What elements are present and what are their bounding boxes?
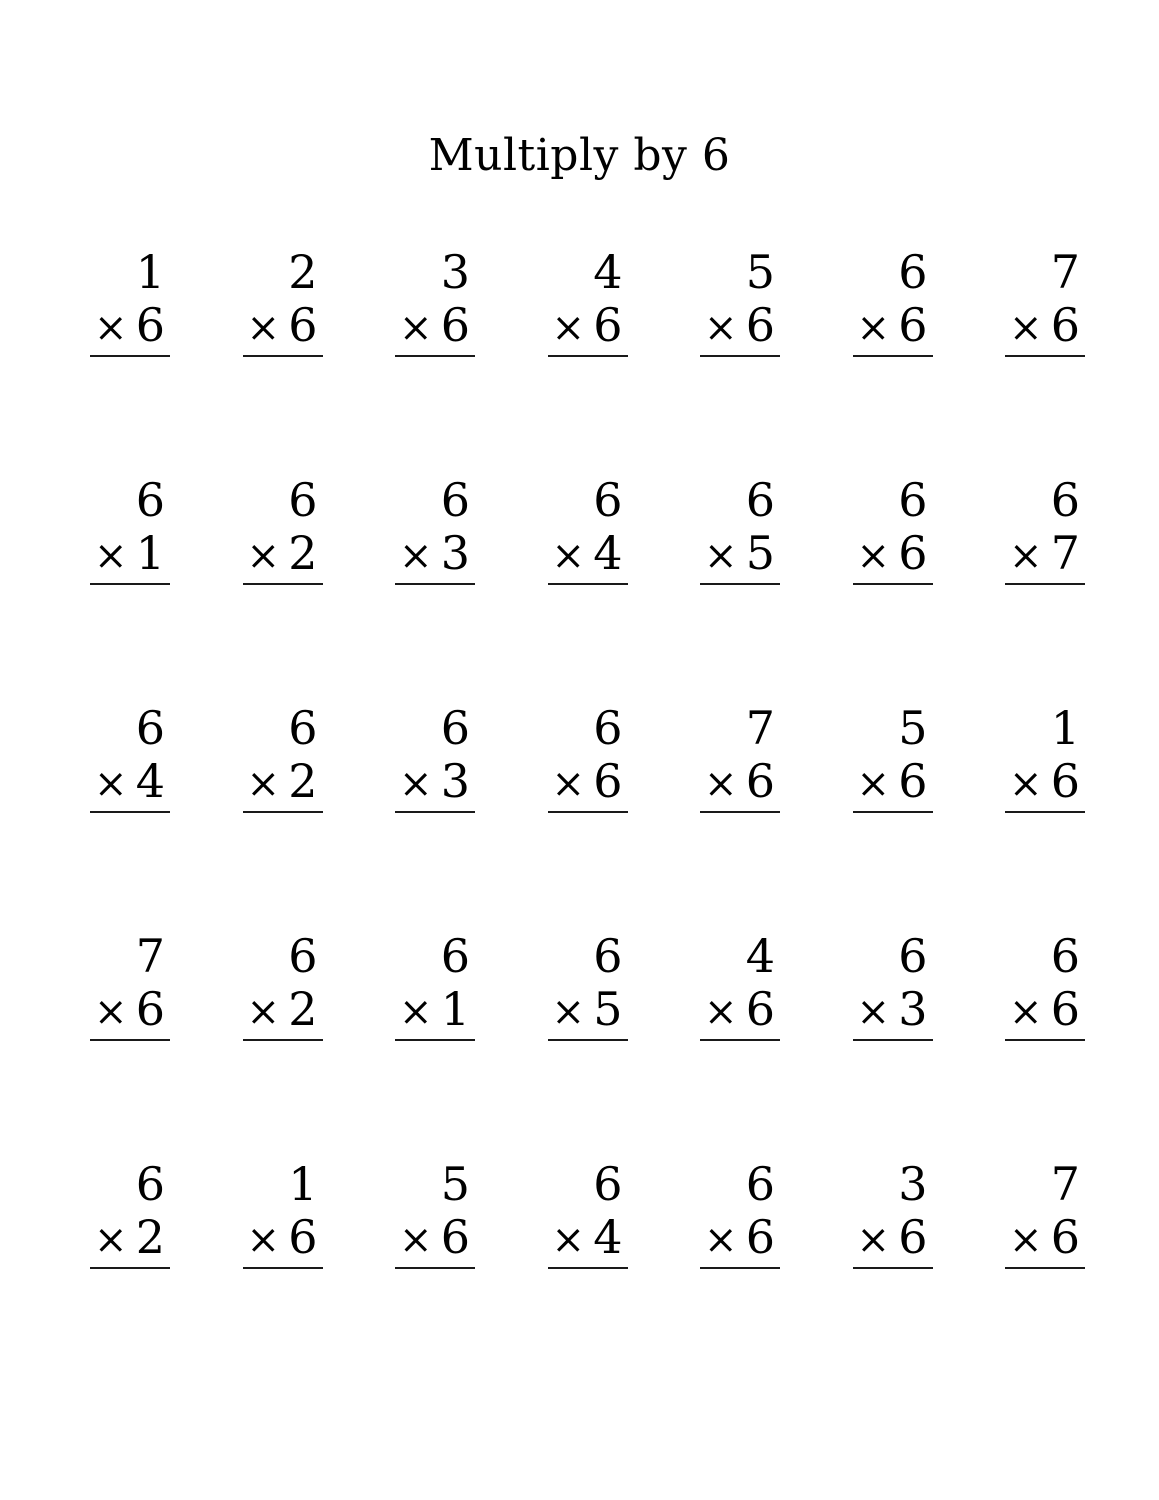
multiplier-line [243,1211,323,1267]
multiplier-line [1005,755,1085,811]
answer-line [548,1039,628,1041]
multiplier-line [700,527,780,583]
multiplication-problem [548,930,628,1041]
multiplicand: 5 [440,1157,470,1211]
multiplier-line [395,1211,475,1267]
multiplier: 6 [898,1210,928,1264]
multiplicand: 1 [135,245,165,299]
answer-line [700,1267,780,1269]
multiplicand: 6 [440,701,470,755]
multiplicand: 6 [135,473,165,527]
multiplicand: 1 [1050,701,1080,755]
times-sign: × [246,761,281,807]
answer-line [700,583,780,585]
times-sign: × [856,305,891,351]
times-sign: × [551,761,586,807]
multiplicand: 2 [288,245,318,299]
multiplier-line [548,983,628,1039]
multiplier: 6 [898,298,928,352]
answer-line [1005,811,1085,813]
times-sign: × [399,1217,433,1263]
answer-line [853,355,933,357]
multiplier-line [1005,527,1085,583]
answer-line [1005,1267,1085,1269]
multiplicand: 5 [898,701,928,755]
multiplication-problem [700,930,780,1041]
multiplicand: 3 [440,245,470,299]
multiplier-line [548,1211,628,1267]
multiplier: 1 [135,526,165,580]
multiplier: 6 [1050,1210,1080,1264]
multiplicand: 6 [1050,929,1080,983]
multiplication-problem [1005,474,1085,585]
multiplicand: 6 [288,473,318,527]
multiplier-line [1005,1211,1085,1267]
multiplier-line [395,299,475,355]
multiplicand: 6 [745,1157,775,1211]
multiplicand: 6 [898,473,928,527]
answer-line [395,583,475,585]
multiplier: 5 [593,982,623,1036]
multiplication-problem [243,474,323,585]
multiplication-problem [1005,246,1085,357]
multiplier: 6 [745,1210,775,1264]
multiplier-line [243,299,323,355]
answer-line [395,1039,475,1041]
times-sign: × [399,305,433,351]
multiplier-line [548,299,628,355]
multiplier: 7 [1050,526,1080,580]
multiplier-line [853,1211,933,1267]
times-sign: × [94,1217,128,1263]
multiplicand: 6 [135,701,165,755]
multiplier-line [853,299,933,355]
multiplier-line [548,755,628,811]
multiplier: 3 [898,982,928,1036]
multiplier-line [853,527,933,583]
multiplier-line [700,755,780,811]
multiplicand: 6 [1050,473,1080,527]
answer-line [90,1039,170,1041]
multiplication-problem [90,1158,170,1269]
multiplier: 6 [1050,982,1080,1036]
multiplier-line [90,527,170,583]
times-sign: × [399,989,433,1035]
answer-line [243,811,323,813]
multiplier: 6 [898,754,928,808]
answer-line [853,1267,933,1269]
answer-line [548,355,628,357]
multiplication-problem [700,246,780,357]
multiplication-problem [90,930,170,1041]
times-sign: × [551,533,586,579]
multiplier-line [243,983,323,1039]
multiplication-problem [548,1158,628,1269]
multiplier: 2 [288,526,318,580]
multiplier: 6 [288,1210,318,1264]
times-sign: × [94,533,128,579]
multiplier-line [90,983,170,1039]
multiplier: 4 [135,754,165,808]
multiplicand: 7 [1050,1157,1080,1211]
problem-row [90,930,1085,1041]
answer-line [853,811,933,813]
times-sign: × [1009,533,1043,579]
multiplicand: 7 [745,701,775,755]
multiplier: 6 [593,298,623,352]
multiplication-problem [853,702,933,813]
multiplier-line [700,1211,780,1267]
times-sign: × [856,989,891,1035]
multiplicand: 7 [135,929,165,983]
multiplication-problem [700,474,780,585]
multiplication-problem [90,702,170,813]
multiplier: 4 [593,1210,623,1264]
answer-line [853,1039,933,1041]
times-sign: × [856,761,891,807]
answer-line [395,1267,475,1269]
multiplication-problem [853,474,933,585]
multiplicand: 4 [745,929,775,983]
multiplication-problem [1005,930,1085,1041]
multiplier-line [853,983,933,1039]
multiplicand: 6 [288,701,318,755]
times-sign: × [704,761,738,807]
times-sign: × [856,533,891,579]
times-sign: × [399,761,433,807]
multiplier: 3 [440,526,470,580]
multiplier: 2 [288,982,318,1036]
page-title: Multiply by 6 [428,130,731,181]
answer-line [548,811,628,813]
answer-line [243,1039,323,1041]
multiplication-problem [90,474,170,585]
answer-line [243,583,323,585]
multiplier-line [1005,983,1085,1039]
multiplier: 2 [135,1210,165,1264]
multiplier-line [395,755,475,811]
problem-row [90,702,1085,813]
multiplier-line [395,527,475,583]
answer-line [853,583,933,585]
multiplication-problem [243,1158,323,1269]
multiplier-line [243,755,323,811]
multiplier-line [90,1211,170,1267]
multiplicand: 6 [593,929,623,983]
answer-line [243,355,323,357]
multiplicand: 7 [1050,245,1080,299]
answer-line [90,811,170,813]
times-sign: × [551,1217,586,1263]
multiplier: 6 [135,982,165,1036]
times-sign: × [1009,1217,1043,1263]
times-sign: × [551,989,586,1035]
multiplier: 6 [1050,298,1080,352]
times-sign: × [704,533,738,579]
answer-line [395,355,475,357]
answer-line [548,583,628,585]
multiplication-problem [395,1158,475,1269]
multiplication-problem [1005,702,1085,813]
times-sign: × [94,305,128,351]
times-sign: × [94,989,128,1035]
times-sign: × [704,305,738,351]
multiplier: 6 [593,754,623,808]
times-sign: × [856,1217,891,1263]
problem-row [90,474,1085,585]
multiplier: 2 [288,754,318,808]
multiplier: 6 [745,754,775,808]
multiplier: 6 [288,298,318,352]
answer-line [1005,1039,1085,1041]
multiplication-problem [395,246,475,357]
multiplicand: 6 [135,1157,165,1211]
multiplication-problem [243,930,323,1041]
multiplication-problem [548,246,628,357]
answer-line [90,355,170,357]
answer-line [1005,583,1085,585]
multiplicand: 6 [898,245,928,299]
answer-line [90,583,170,585]
multiplicand: 6 [593,701,623,755]
times-sign: × [1009,761,1043,807]
multiplicand: 6 [440,929,470,983]
multiplier: 3 [440,754,470,808]
answer-line [700,1039,780,1041]
multiplier-line [700,299,780,355]
multiplication-problem [853,1158,933,1269]
multiplier: 6 [745,982,775,1036]
multiplicand: 6 [898,929,928,983]
multiplication-problem [548,474,628,585]
multiplication-problem [1005,1158,1085,1269]
multiplication-problem [395,702,475,813]
multiplication-problem [243,246,323,357]
multiplicand: 4 [593,245,623,299]
multiplicand: 1 [288,1157,318,1211]
answer-line [700,811,780,813]
multiplicand: 6 [593,1157,623,1211]
multiplication-problem [853,246,933,357]
answer-line [1005,355,1085,357]
multiplier-line [395,983,475,1039]
multiplier: 6 [898,526,928,580]
multiplier: 4 [593,526,623,580]
multiplier: 6 [440,298,470,352]
times-sign: × [1009,989,1043,1035]
times-sign: × [246,305,281,351]
multiplier: 6 [440,1210,470,1264]
multiplier: 6 [1050,754,1080,808]
problems-grid [90,246,1085,1386]
multiplicand: 6 [745,473,775,527]
multiplicand: 6 [440,473,470,527]
multiplicand: 5 [745,245,775,299]
multiplicand: 6 [288,929,318,983]
multiplication-problem [243,702,323,813]
multiplier-line [90,299,170,355]
multiplier: 6 [135,298,165,352]
times-sign: × [246,533,281,579]
times-sign: × [246,989,281,1035]
multiplier-line [700,983,780,1039]
multiplication-problem [395,474,475,585]
multiplier-line [243,527,323,583]
times-sign: × [399,533,433,579]
answer-line [548,1267,628,1269]
multiplication-problem [548,702,628,813]
multiplier: 5 [745,526,775,580]
answer-line [395,811,475,813]
answer-line [243,1267,323,1269]
problem-row [90,246,1085,357]
answer-line [700,355,780,357]
multiplicand: 3 [898,1157,928,1211]
problem-row [90,1158,1085,1269]
multiplier-line [1005,299,1085,355]
multiplier: 6 [745,298,775,352]
times-sign: × [1009,305,1043,351]
multiplicand: 6 [593,473,623,527]
multiplier-line [548,527,628,583]
multiplication-problem [700,702,780,813]
multiplication-problem [395,930,475,1041]
answer-line [90,1267,170,1269]
times-sign: × [551,305,586,351]
multiplication-problem [90,246,170,357]
multiplier-line [90,755,170,811]
times-sign: × [94,761,128,807]
times-sign: × [704,989,738,1035]
times-sign: × [246,1217,281,1263]
multiplication-problem [853,930,933,1041]
multiplication-problem [700,1158,780,1269]
multiplier-line [853,755,933,811]
times-sign: × [704,1217,738,1263]
multiplier: 1 [440,982,470,1036]
